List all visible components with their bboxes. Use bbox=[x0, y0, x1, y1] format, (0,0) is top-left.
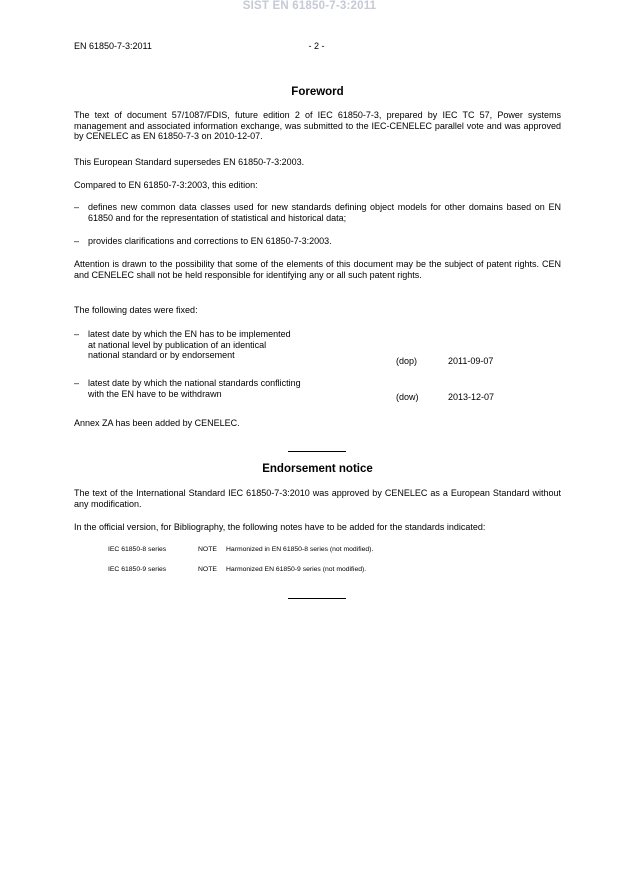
date-row-dop: – latest date by which the EN has to be implemented at national level by publication of an identical national standard or by endorsement (dop) 2011-09-07 bbox=[74, 329, 494, 366]
date-code: (dop) bbox=[396, 355, 418, 366]
date-row-dow: – latest date by which the national standards conflicting with the EN have to be withdrawn (dow) 2013-12-07 bbox=[74, 378, 495, 402]
page-number: - 2 - bbox=[308, 41, 325, 51]
patent-paragraph: Attention is drawn to the possibility that some of the elements of this document may be the subject of patent rights. CEN and CENELEC shall not be held responsible for identifying any or all such patent rights. bbox=[74, 259, 561, 280]
document-id: EN 61850-7-3:2011 bbox=[74, 41, 152, 51]
note-standard: IEC 61850-8 series bbox=[108, 546, 167, 553]
date-description: latest date by which the EN has to be implemented at national level by publication of an identical national standard or by endorsement bbox=[88, 329, 291, 360]
section-divider bbox=[288, 451, 346, 452]
list-item-text: provides clarifications and corrections to EN 61850-7-3:2003. bbox=[88, 236, 332, 246]
foreword-paragraph: The text of document 57/1087/FDIS, future edition 2 of IEC 61850-7-3, prepared by IEC TC 57, Power systems management and associated information exchange, was submitted to the IEC-CENELEC parallel vote and was approved by CENELEC as EN 61850-7-3 on 2010-12-07. bbox=[74, 110, 561, 141]
note-label: NOTE bbox=[198, 546, 217, 553]
note-text: Harmonized EN 61850-9 series (not modified). bbox=[226, 566, 367, 573]
date-code: (dow) bbox=[396, 391, 419, 402]
supersedes-paragraph: This European Standard supersedes EN 61850-7-3:2003. bbox=[74, 157, 305, 167]
watermark: SIST EN 61850-7-3:2011 bbox=[242, 0, 377, 12]
endorsement-paragraph: The text of the International Standard IEC 61850-7-3:2010 was approved by CENELEC as a European Standard without any modification. bbox=[74, 488, 561, 509]
dates-intro-paragraph: The following dates were fixed: bbox=[74, 305, 198, 315]
date-description: latest date by which the national standards conflicting with the EN have to be withdrawn bbox=[88, 378, 301, 399]
comparison-paragraph: Compared to EN 61850-7-3:2003, this edition: bbox=[74, 180, 258, 190]
date-value: 2011-09-07 bbox=[448, 355, 494, 366]
list-item-text: defines new common data classes used for new standards defining object models for other domains based on EN 61850 and for the representation of statistical and historical data; bbox=[88, 202, 561, 223]
section-divider bbox=[288, 598, 346, 599]
note-standard: IEC 61850-9 series bbox=[108, 566, 167, 573]
foreword-title: Foreword bbox=[291, 86, 344, 98]
bibliography-paragraph: In the official version, for Bibliography, the following notes have to be added for the standards indicated: bbox=[74, 522, 486, 532]
note-text: Harmonized in EN 61850-8 series (not modified). bbox=[226, 546, 374, 553]
note-label: NOTE bbox=[198, 566, 217, 573]
endorsement-title: Endorsement notice bbox=[262, 463, 373, 475]
annex-paragraph: Annex ZA has been added by CENELEC. bbox=[74, 418, 240, 428]
date-value: 2013-12-07 bbox=[448, 391, 495, 402]
